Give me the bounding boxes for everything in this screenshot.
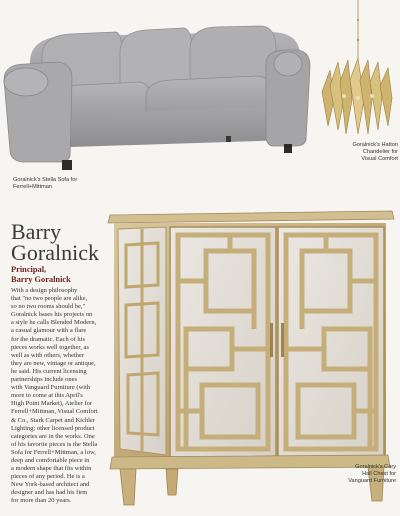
body-line: for the dramatic. Each of his (11, 335, 85, 343)
profile-body-text (11, 287, 113, 506)
body-line: Sofa for Ferrell+Mittman, a low, (11, 448, 96, 456)
body-line: pieces works well together, as (11, 343, 89, 351)
body-line: partnerships include ones (11, 376, 78, 384)
chandelier-caption: Goralnick's Hatton Chandelier for Visual Comfort (352, 142, 398, 162)
sofa-image (0, 22, 312, 172)
chandelier-image (316, 0, 400, 135)
profile-subtitle: Principal, Barry Goralnick (11, 265, 71, 284)
body-line: for more than 20 years. (11, 497, 72, 505)
body-line: High Point Market), Atelier for (11, 400, 93, 408)
body-line: & Co., Stark Carpet and Kichler (11, 416, 95, 424)
body-line: that "no two people are alike, (11, 295, 88, 303)
body-line: designer and has had his firm (11, 489, 88, 497)
body-line: a modern shape that fits within (11, 465, 92, 473)
body-line: they are new, vintage or antique, (11, 359, 96, 367)
body-line: a style he calls Blended Modern, (11, 319, 97, 327)
body-line: of his favorite pieces is the Stella (11, 440, 98, 448)
sofa-caption: Goralnick's Stella Sofa for Ferrell+Mittman (13, 177, 78, 190)
body-line: With a design philosophy (11, 287, 78, 294)
body-line: with Vanguard Furniture (with (11, 384, 91, 392)
hall-chest-caption: Goralnick's Cary Hall Chest for Vanguard Furniture (348, 464, 396, 484)
body-line: a casual glamour with a flare (11, 327, 87, 335)
body-line: more to come at this April's (11, 392, 83, 400)
body-line: well as with others, whether (11, 351, 85, 359)
body-line: New York-based architect and (11, 481, 90, 489)
body-line: pieces of any period. He is a (11, 473, 85, 481)
body-line: so no two rooms should be," (11, 303, 86, 311)
profile-name: Barry Goralnick (11, 219, 99, 265)
body-line: Goralnick bases his projects on (11, 311, 93, 319)
body-line: Ferrell+Mittman, Visual Comfort (11, 408, 98, 416)
body-line: he said. His current licensing (11, 367, 87, 375)
body-line: categories are in the works. One (11, 432, 95, 440)
body-line: deep and comfortable piece in (11, 456, 90, 464)
body-line: Lighting; other licensed product (11, 424, 95, 432)
